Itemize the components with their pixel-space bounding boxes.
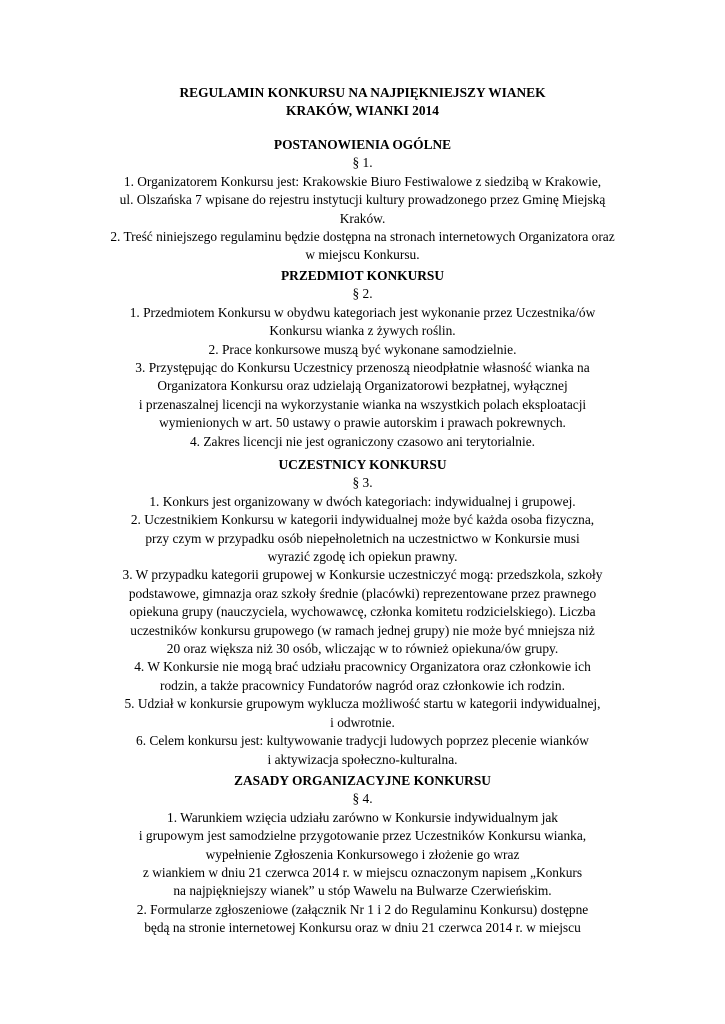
text-line: wymienionych w art. 50 ustawy o prawie autorskim i prawach pokrewnych. — [159, 415, 566, 431]
paragraph-mark: § 1. — [352, 155, 373, 171]
text-line: rodzin, a także pracownicy Fundatorów nagród oraz członkowie ich rodzin. — [160, 677, 565, 693]
text-line: Kraków. — [339, 210, 386, 226]
text-line: na najpiękniejszy wianek” u stóp Wawelu na Bulwarze Czerwieńskim. — [173, 883, 552, 899]
text-line: z wiankiem w dniu 21 czerwca 2014 r. w miejscu oznaczonym napisem „Konkurs — [142, 865, 583, 881]
section-heading: POSTANOWIENIA OGÓLNE — [273, 137, 452, 152]
text-line: w miejscu Konkursu. — [305, 247, 420, 263]
document-title — [40, 84, 685, 121]
section-przedmiot-konkursu — [40, 267, 685, 451]
text-line: 4. Zakres licencji nie jest ograniczony czasowo ani terytorialnie. — [189, 433, 536, 449]
text-line: 2. Formularze zgłoszeniowe (załącznik Nr 1 i 2 do Regulaminu Konkursu) dostępne — [136, 901, 589, 917]
text-line: Organizatora Konkursu oraz udzielają Organizatorowi bezpłatnej, wyłącznej — [157, 378, 568, 394]
text-line: 2. Prace konkursowe muszą być wykonane samodzielnie. — [208, 341, 517, 357]
paragraph-mark: § 4. — [352, 791, 373, 807]
text-line: 20 oraz większa niż 30 osób, wliczając w to również opiekuna/ów grupy. — [166, 641, 559, 657]
section-uczestnicy-konkursu — [40, 456, 685, 769]
text-line: 6. Celem konkursu jest: kultywowanie tradycji ludowych poprzez plecenie wianków — [136, 733, 589, 749]
text-line: będą na stronie internetowej Konkursu oraz w dniu 21 czerwca 2014 r. w miejscu — [144, 920, 581, 936]
text-line: przy czym w przypadku osób niepełnoletnich na uczestnictwo w Konkursie musi — [145, 530, 580, 546]
section-heading: ZASADY ORGANIZACYJNE KONKURSU — [234, 773, 491, 788]
text-line: wyrazić zgodę ich opiekun prawny. — [267, 549, 458, 565]
title-line: REGULAMIN KONKURSU NA NAJPIĘKNIEJSZY WIANEK — [179, 85, 546, 100]
text-line: podstawowe, gimnazja oraz szkoły średnie (placówki) reprezentowane przez prawnego — [128, 585, 597, 601]
title-line: KRAKÓW, WIANKI 2014 — [286, 103, 439, 119]
text-line: 2. Uczestnikiem Konkursu w kategorii indywidualnej może być każda osoba fizyczna, — [130, 512, 595, 528]
text-line: i przenaszalnej licencji na wykorzystanie wianka na wszystkich polach eksploatacji — [138, 396, 587, 412]
text-line: 1. Warunkiem wzięcia udziału zarówno w Konkursie indywidualnym jak — [167, 809, 558, 825]
text-line: i odwrotnie. — [330, 714, 395, 730]
section-heading: UCZESTNICY KONKURSU — [278, 457, 447, 472]
text-line: 2. Treść niniejszego regulaminu będzie dostępna na stronach internetowych Organizatora oraz — [110, 229, 615, 245]
text-line: 1. Przedmiotem Konkursu w obydwu kategoriach jest wykonanie przez Uczestnika/ów — [129, 304, 596, 320]
text-line: 1. Konkurs jest organizowany w dwóch kategoriach: indywidualnej i grupowej. — [149, 493, 576, 509]
paragraph-mark: § 3. — [352, 475, 373, 491]
text-line: Konkursu wianka z żywych roślin. — [269, 323, 456, 339]
paragraph-mark: § 2. — [352, 286, 373, 302]
text-line: uczestników konkursu grupowego (w ramach jednej grupy) nie może być mniejsza niż — [130, 622, 595, 638]
text-line: wypełnienie Zgłoszenia Konkursowego i złożenie go wraz — [205, 846, 520, 862]
text-line: 1. Organizatorem Konkursu jest: Krakowskie Biuro Festiwalowe z siedzibą w Krakowie, — [123, 173, 602, 189]
text-line: 5. Udział w konkursie grupowym wyklucza możliwość startu w kategorii indywidualnej, — [124, 696, 601, 712]
text-line: 4. W Konkursie nie mogą brać udziału pracownicy Organizatora oraz członkowie ich — [134, 659, 591, 675]
section-zasady-organizacyjne — [40, 772, 685, 938]
section-heading: PRZEDMIOT KONKURSU — [280, 268, 445, 283]
text-line: opiekuna grupy (nauczyciela, wychowawcę, członka komitetu rodzicielskiego). Liczba — [129, 604, 596, 620]
text-line: i grupowym jest samodzielne przygotowanie przez Uczestników Konkursu wianka, — [138, 828, 587, 844]
text-line: 3. W przypadku kategorii grupowej w Konkursie uczestniczyć mogą: przedszkola, szkoły — [122, 567, 603, 583]
text-line: i aktywizacja społeczno-kulturalna. — [267, 751, 458, 767]
text-line: 3. Przystępując do Konkursu Uczestnicy przenoszą nieodpłatnie własność wianka na — [135, 360, 590, 376]
section-postanowienia-ogolne — [40, 136, 685, 265]
text-line: ul. Olszańska 7 wpisane do rejestru instytucji kultury prowadzonego przez Gminę Miejską — [119, 192, 606, 208]
